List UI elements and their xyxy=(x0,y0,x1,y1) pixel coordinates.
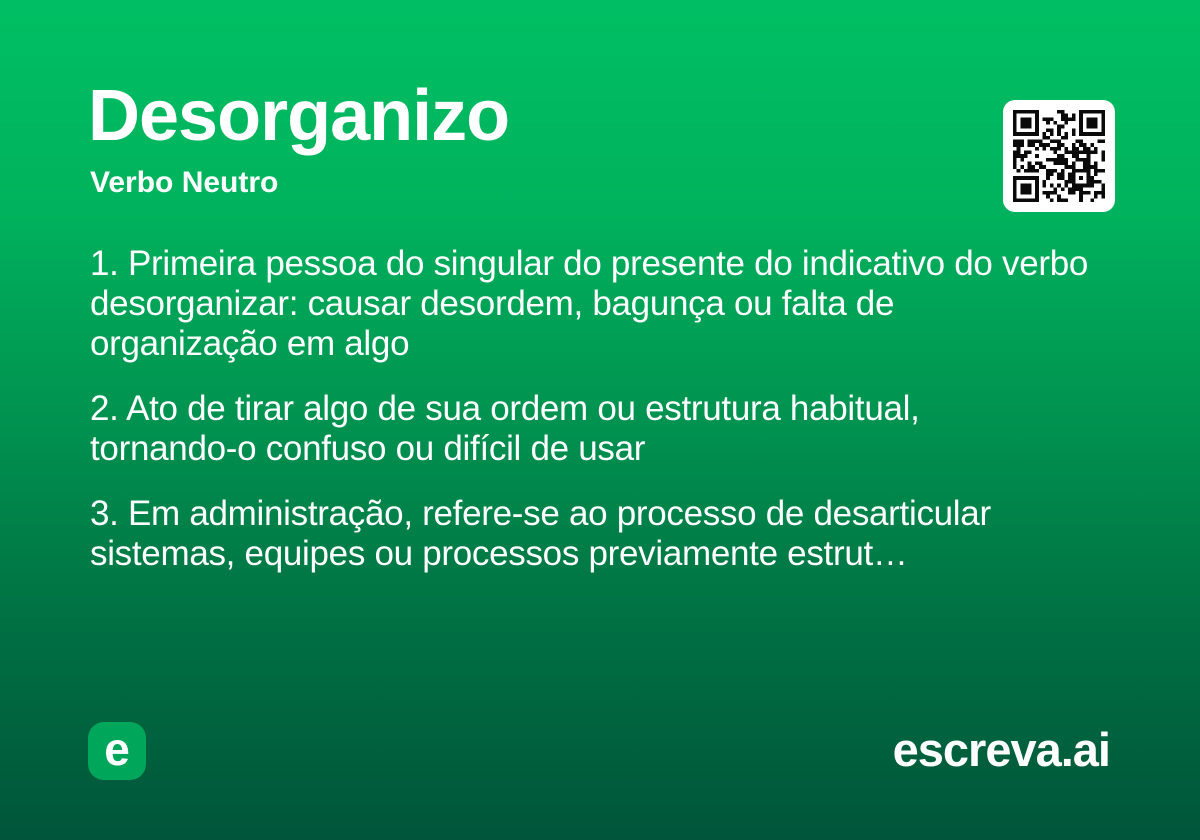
definitions-list xyxy=(90,244,1150,599)
definition-item-2 xyxy=(90,389,1150,469)
definition-line: organização em algo xyxy=(90,324,410,363)
definition-line: desorganizar: causar desordem, bagunça ou falta de xyxy=(90,284,895,323)
definition-line: 2. Ato de tirar algo de sua ordem ou estrutura habitual, xyxy=(90,389,920,428)
brand-logo xyxy=(88,722,146,780)
qr-code[interactable] xyxy=(1003,100,1115,212)
brand-logo-letter: e xyxy=(104,723,130,775)
definition-item-1 xyxy=(90,244,1150,364)
definition-line: 3. Em administração, refere-se ao processo de desarticular xyxy=(90,494,991,533)
word-class-label: Verbo Neutro xyxy=(90,166,279,199)
definition-line: sistemas, equipes ou processos previamente estrut… xyxy=(90,534,908,573)
definition-line: 1. Primeira pessoa do singular do presente do indicativo do verbo xyxy=(90,244,1089,283)
definition-item-3 xyxy=(90,494,1150,574)
definition-line: tornando-o confuso ou difícil de usar xyxy=(90,429,646,468)
brand-name: escreva.ai xyxy=(892,723,1110,776)
qr-code-icon xyxy=(1013,110,1105,202)
word-title: Desorganizo xyxy=(88,76,510,156)
